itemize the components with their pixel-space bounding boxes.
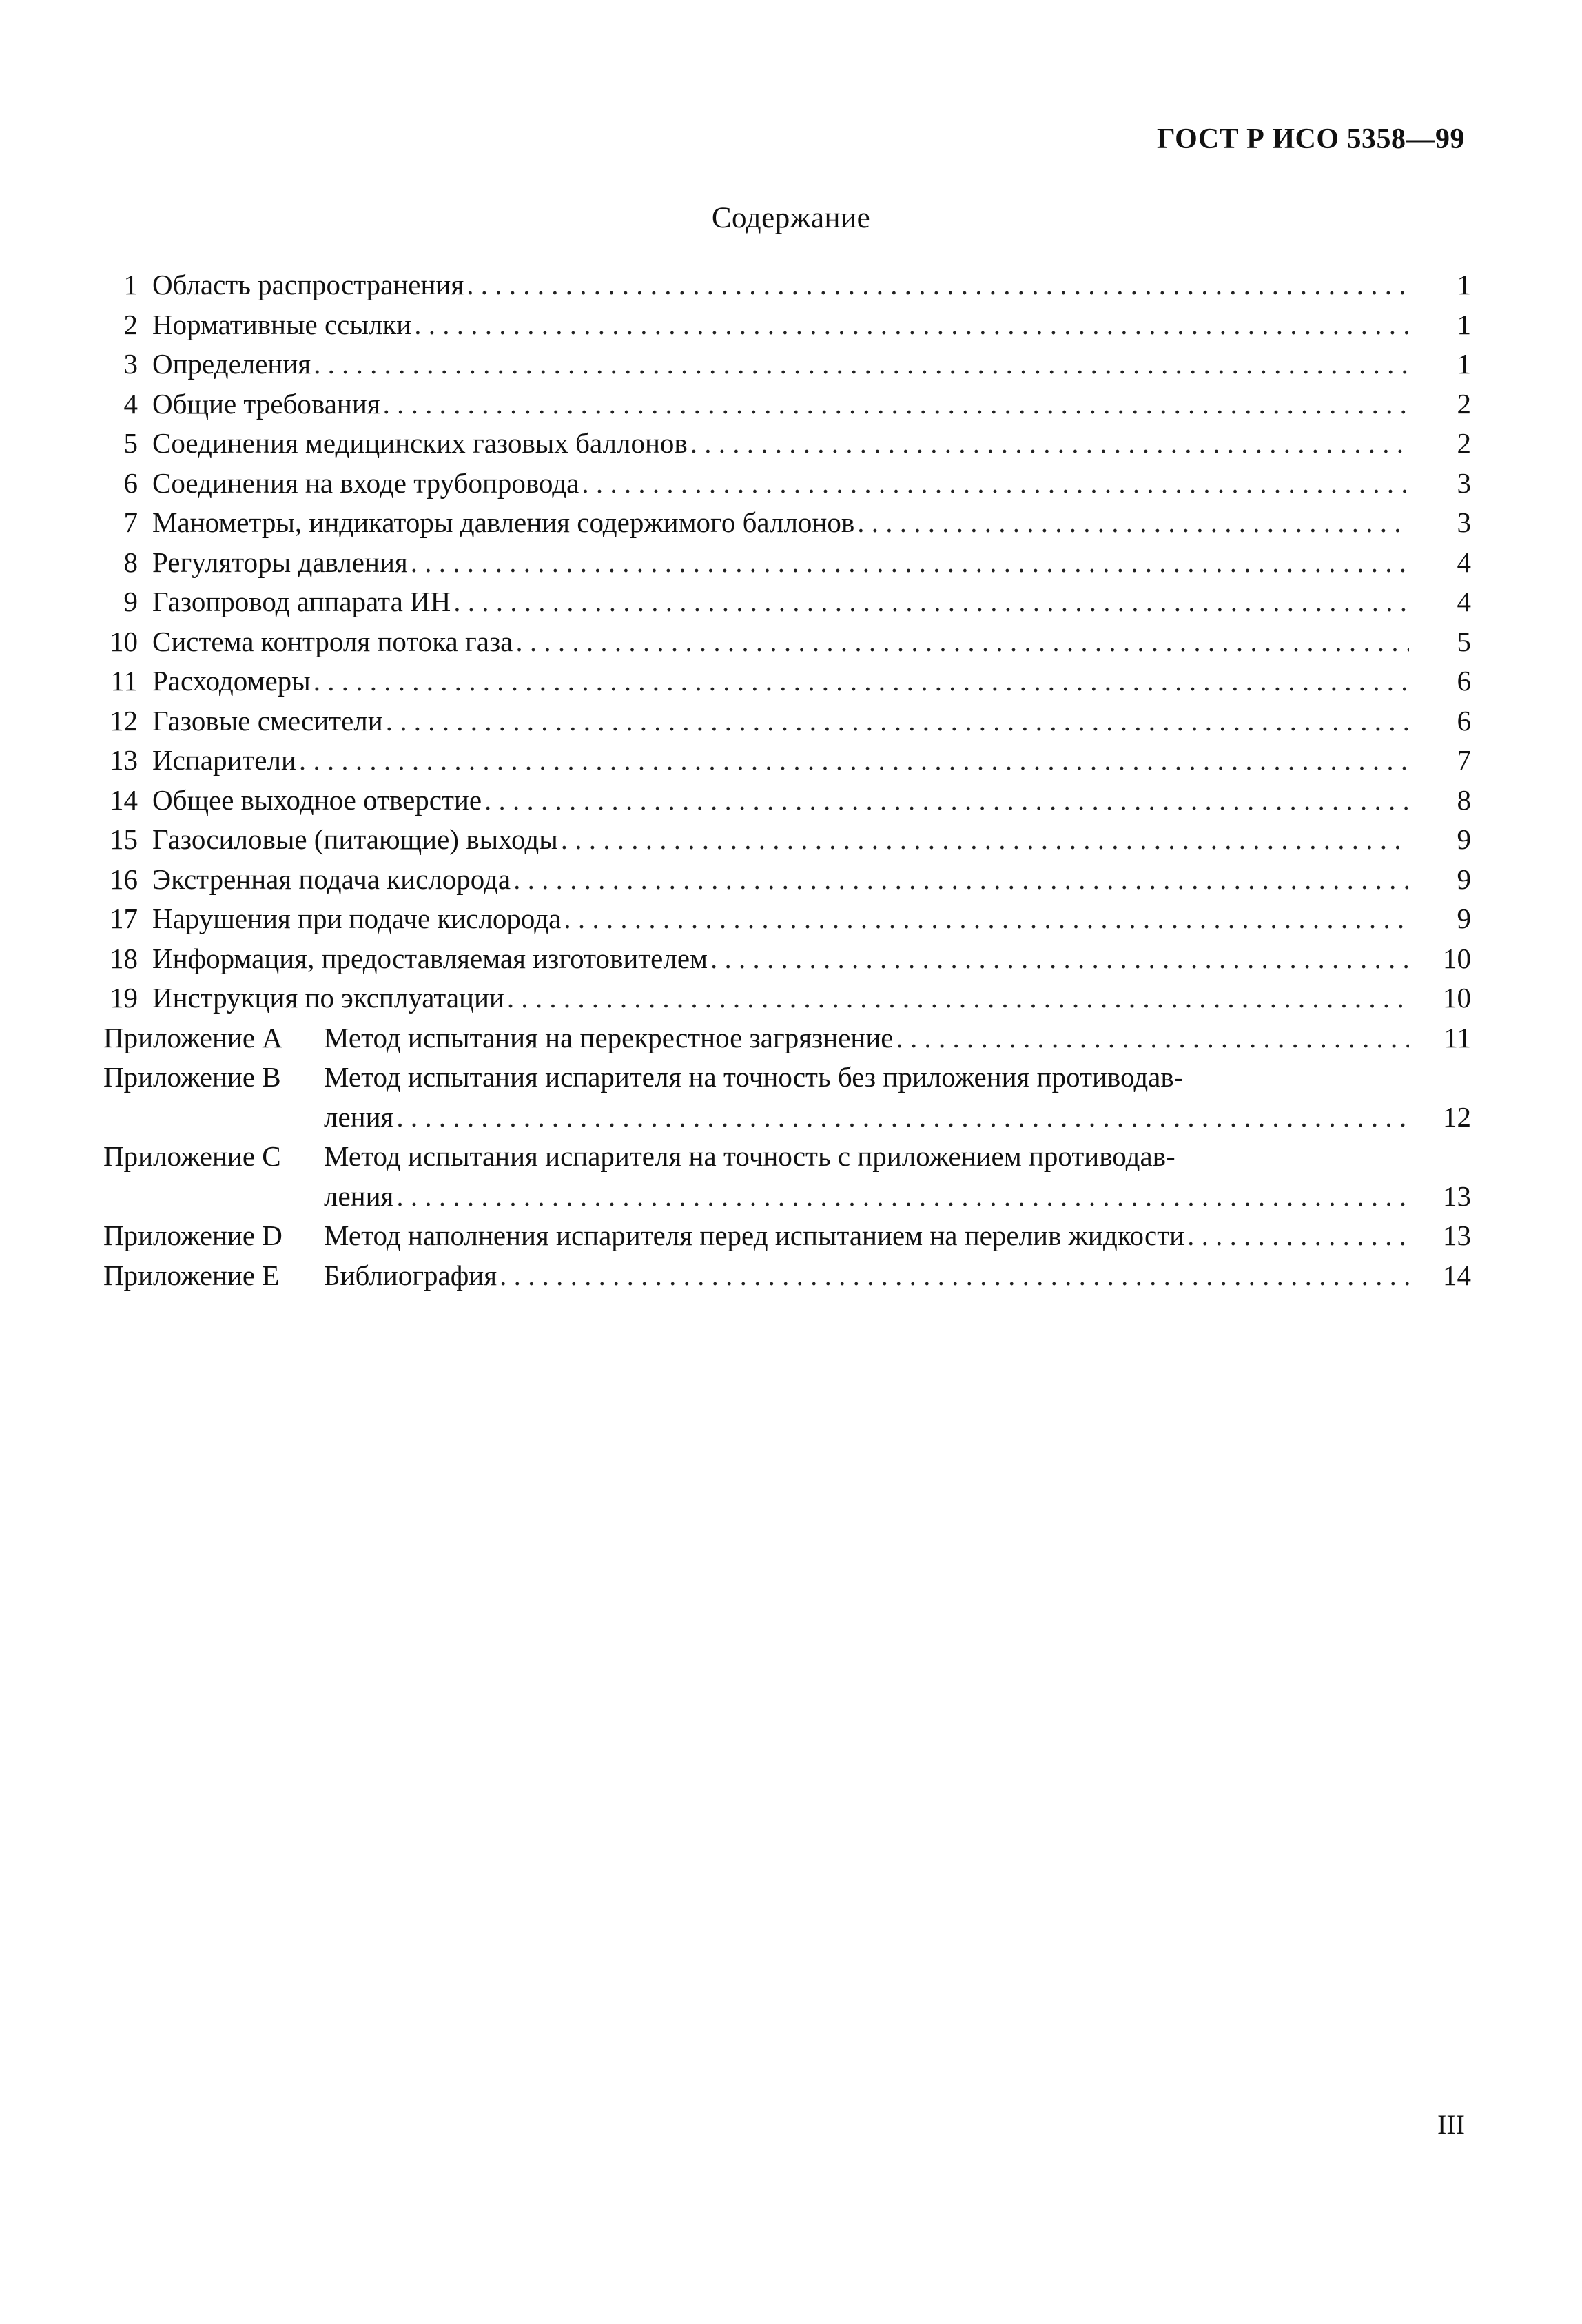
toc-entry-page: 8: [1457, 783, 1471, 816]
toc-section-number: 17: [110, 903, 138, 934]
dot-leader: [500, 1256, 1409, 1296]
toc-entry-page: 7: [1457, 744, 1471, 776]
toc-annex-entry: [103, 1058, 1471, 1137]
toc-entry-title: Общее выходное отверстие: [152, 783, 482, 816]
toc-entry-page: 4: [1457, 546, 1471, 578]
toc-annex-entry: [103, 1137, 1471, 1216]
toc-section-entry: [103, 860, 1471, 900]
toc-section-entry: [103, 741, 1471, 781]
toc-entry-page: 10: [1443, 982, 1471, 1014]
toc-entry-page: 9: [1457, 823, 1471, 855]
dot-leader: [396, 1177, 1409, 1217]
dot-leader: [515, 622, 1409, 662]
toc-entry-page: 3: [1457, 506, 1471, 538]
toc-entry-page: 9: [1457, 903, 1471, 934]
toc-entry-title: Испарители: [152, 744, 296, 776]
toc-entry-title: Информация, предоставляемая изготовителем: [152, 942, 708, 974]
toc-entry-body: [324, 1137, 1471, 1216]
toc-entry-line: [152, 622, 1471, 662]
toc-entry-body: [152, 939, 1471, 979]
toc-section-entry: [103, 622, 1471, 662]
toc-annex-entry: [103, 1018, 1471, 1058]
dot-leader: [314, 345, 1409, 384]
toc-entry-title-first-line: Метод испытания испарителя на точность с приложением противодав-: [324, 1140, 1175, 1172]
toc-entry-line: [152, 939, 1471, 979]
toc-section-entry: [103, 265, 1471, 305]
toc-entry-page: 6: [1457, 665, 1471, 697]
toc-entry-line: [152, 543, 1471, 583]
toc-entry-body: [152, 305, 1471, 345]
toc-entry-title: Метод наполнения испарителя перед испытанием на перелив жидкости: [324, 1220, 1185, 1251]
toc-entry-body: [152, 781, 1471, 821]
toc-section-entry: [103, 384, 1471, 424]
toc-section-number: 12: [110, 704, 138, 737]
toc-section-number: 10: [110, 625, 138, 657]
dot-leader: [1187, 1216, 1409, 1256]
toc-entry-line: [152, 899, 1471, 939]
toc-annex-label: Приложение A: [103, 1021, 282, 1053]
toc-entry-title: Нарушения при подаче кислорода: [152, 903, 562, 934]
toc-entry-title: Соединения на входе трубопровода: [152, 466, 579, 499]
toc-entry-title: Соединения медицинских газовых баллонов: [152, 427, 688, 459]
toc-entry-body: [152, 345, 1471, 384]
toc-section-entry: [103, 939, 1471, 979]
dot-leader: [690, 424, 1409, 464]
dot-leader: [299, 741, 1409, 781]
table-of-contents: [103, 265, 1471, 1295]
toc-entry-page: 2: [1457, 387, 1471, 420]
toc-section-entry: [103, 661, 1471, 701]
toc-entry-body: [152, 978, 1471, 1018]
toc-entry-page: 11: [1444, 1021, 1471, 1053]
dot-leader: [466, 265, 1409, 305]
toc-entry-body: [324, 1216, 1471, 1256]
toc-entry-title: ления: [324, 1100, 394, 1133]
toc-entry-line: [152, 701, 1471, 741]
toc-section-number: 5: [123, 427, 138, 459]
toc-entry-page: 14: [1443, 1259, 1471, 1291]
toc-entry-line: [152, 661, 1471, 701]
toc-entry-body: [152, 701, 1471, 741]
toc-entry-body: [152, 820, 1471, 860]
toc-entry-title: Экстренная подача кислорода: [152, 863, 511, 895]
toc-entry-page: 1: [1457, 269, 1471, 300]
toc-entry-page: 6: [1457, 704, 1471, 737]
toc-section-number: 16: [110, 863, 138, 895]
dot-leader: [582, 464, 1409, 504]
toc-entry-title: Определения: [152, 348, 311, 380]
toc-entry-body: [152, 424, 1471, 464]
toc-section-entry: [103, 582, 1471, 622]
toc-entry-body: [152, 503, 1471, 543]
toc-entry-line: [152, 781, 1471, 821]
toc-entry-title: Система контроля потока газа: [152, 625, 513, 657]
toc-entry-title: Область распространения: [152, 269, 464, 300]
toc-entry-body: [324, 1018, 1471, 1058]
toc-entry-title: Манометры, индикаторы давления содержимого баллонов: [152, 506, 855, 538]
toc-entry-body: [152, 543, 1471, 583]
toc-annex-label: Приложение E: [103, 1259, 280, 1291]
toc-entry-title: Расходомеры: [152, 665, 311, 697]
toc-section-entry: [103, 464, 1471, 504]
dot-leader: [857, 503, 1409, 543]
toc-heading: Содержание: [711, 202, 871, 234]
toc-entry-line: [152, 978, 1471, 1018]
toc-entry-title: Нормативные ссылки: [152, 308, 412, 340]
toc-section-number: 1: [123, 269, 138, 300]
toc-entry-line: [324, 1256, 1471, 1296]
toc-entry-body: [152, 464, 1471, 504]
toc-entry-body: [152, 661, 1471, 701]
dot-leader: [411, 543, 1409, 583]
toc-entry-body: [324, 1256, 1471, 1296]
dot-leader: [386, 701, 1409, 741]
toc-section-number: 3: [123, 348, 138, 380]
toc-entry-body: [324, 1058, 1471, 1137]
toc-entry-line: [152, 345, 1471, 384]
dot-leader: [507, 978, 1409, 1018]
toc-section-number: 14: [110, 783, 138, 816]
toc-entry-body: [152, 265, 1471, 305]
toc-entry-title: Газосиловые (питающие) выходы: [152, 823, 558, 855]
toc-entry-line: [152, 305, 1471, 345]
toc-entry-title: Общие требования: [152, 387, 380, 420]
toc-entry-line: [152, 741, 1471, 781]
toc-entry-page: 4: [1457, 586, 1471, 617]
dot-leader: [710, 939, 1409, 979]
toc-section-entry: [103, 424, 1471, 464]
toc-entry-title: Газовые смесители: [152, 704, 383, 737]
toc-entry-line: [152, 582, 1471, 622]
toc-section-number: 4: [123, 387, 138, 420]
dot-leader: [314, 661, 1409, 701]
toc-entry-line: [152, 860, 1471, 900]
toc-section-entry: [103, 701, 1471, 741]
toc-section-number: 8: [123, 546, 138, 578]
toc-entry-body: [152, 860, 1471, 900]
toc-entry-line: [324, 1098, 1471, 1138]
toc-section-entry: [103, 543, 1471, 583]
toc-entry-page: 3: [1457, 466, 1471, 499]
toc-entry-title-first-line: Метод испытания испарителя на точность без приложения противодав-: [324, 1061, 1184, 1093]
toc-section-number: 6: [123, 466, 138, 499]
toc-entry-body: [152, 582, 1471, 622]
toc-entry-title: Регуляторы давления: [152, 546, 408, 578]
toc-annex-entry: [103, 1216, 1471, 1256]
toc-entry-title: Библиография: [324, 1259, 497, 1291]
toc-entry-line: [324, 1177, 1471, 1217]
dot-leader: [564, 899, 1409, 939]
toc-entry-line: [324, 1216, 1471, 1256]
toc-entry-page: 1: [1457, 308, 1471, 340]
toc-entry-page: 13: [1443, 1220, 1471, 1251]
toc-entry-title: Метод испытания на перекрестное загрязнение: [324, 1021, 894, 1053]
toc-entry-title: Инструкция по эксплуатации: [152, 982, 504, 1014]
document-code: ГОСТ Р ИСО 5358—99: [1156, 123, 1465, 155]
toc-entry-page: 12: [1443, 1100, 1471, 1133]
toc-section-entry: [103, 978, 1471, 1018]
dot-leader: [396, 1098, 1409, 1138]
toc-annex-label: Приложение D: [103, 1220, 282, 1251]
toc-section-entry: [103, 899, 1471, 939]
toc-entry-page: 9: [1457, 863, 1471, 895]
toc-entry-line: [152, 503, 1471, 543]
dot-leader: [513, 860, 1409, 900]
toc-section-number: 7: [123, 506, 138, 538]
toc-section-number: 11: [110, 665, 138, 697]
page-number: III: [1437, 2109, 1465, 2140]
toc-entry-body: [152, 899, 1471, 939]
toc-annex-label: Приложение C: [103, 1140, 281, 1172]
toc-section-number: 13: [110, 744, 138, 776]
toc-entry-line: [152, 464, 1471, 504]
toc-section-number: 19: [110, 982, 138, 1014]
toc-entry-line: [324, 1018, 1471, 1058]
toc-annex-label: Приложение B: [103, 1061, 281, 1093]
toc-section-entry: [103, 820, 1471, 860]
toc-section-number: 9: [123, 586, 138, 617]
toc-entry-page: 13: [1443, 1180, 1471, 1212]
dot-leader: [896, 1018, 1409, 1058]
toc-entry-page: 2: [1457, 427, 1471, 459]
toc-section-entry: [103, 503, 1471, 543]
toc-section-number: 2: [123, 308, 138, 340]
toc-entry-line: [152, 424, 1471, 464]
toc-entry-page: 1: [1457, 348, 1471, 380]
toc-entry-page: 5: [1457, 625, 1471, 657]
toc-entry-body: [152, 741, 1471, 781]
dot-leader: [453, 582, 1409, 622]
dot-leader: [561, 820, 1409, 860]
dot-leader: [414, 305, 1409, 345]
toc-section-entry: [103, 305, 1471, 345]
dot-leader: [383, 384, 1409, 424]
toc-section-entry: [103, 781, 1471, 821]
toc-section-number: 18: [110, 942, 138, 974]
toc-entry-body: [152, 622, 1471, 662]
toc-section-number: 15: [110, 823, 138, 855]
toc-entry-title: Газопровод аппарата ИН: [152, 586, 451, 617]
toc-entry-body: [152, 384, 1471, 424]
toc-entry-line: [152, 384, 1471, 424]
toc-annex-entry: [103, 1256, 1471, 1296]
toc-entry-line: [152, 820, 1471, 860]
dot-leader: [484, 781, 1409, 821]
toc-entry-line: [152, 265, 1471, 305]
toc-entry-title: ления: [324, 1180, 394, 1212]
toc-entry-page: 10: [1443, 942, 1471, 974]
toc-section-entry: [103, 345, 1471, 384]
